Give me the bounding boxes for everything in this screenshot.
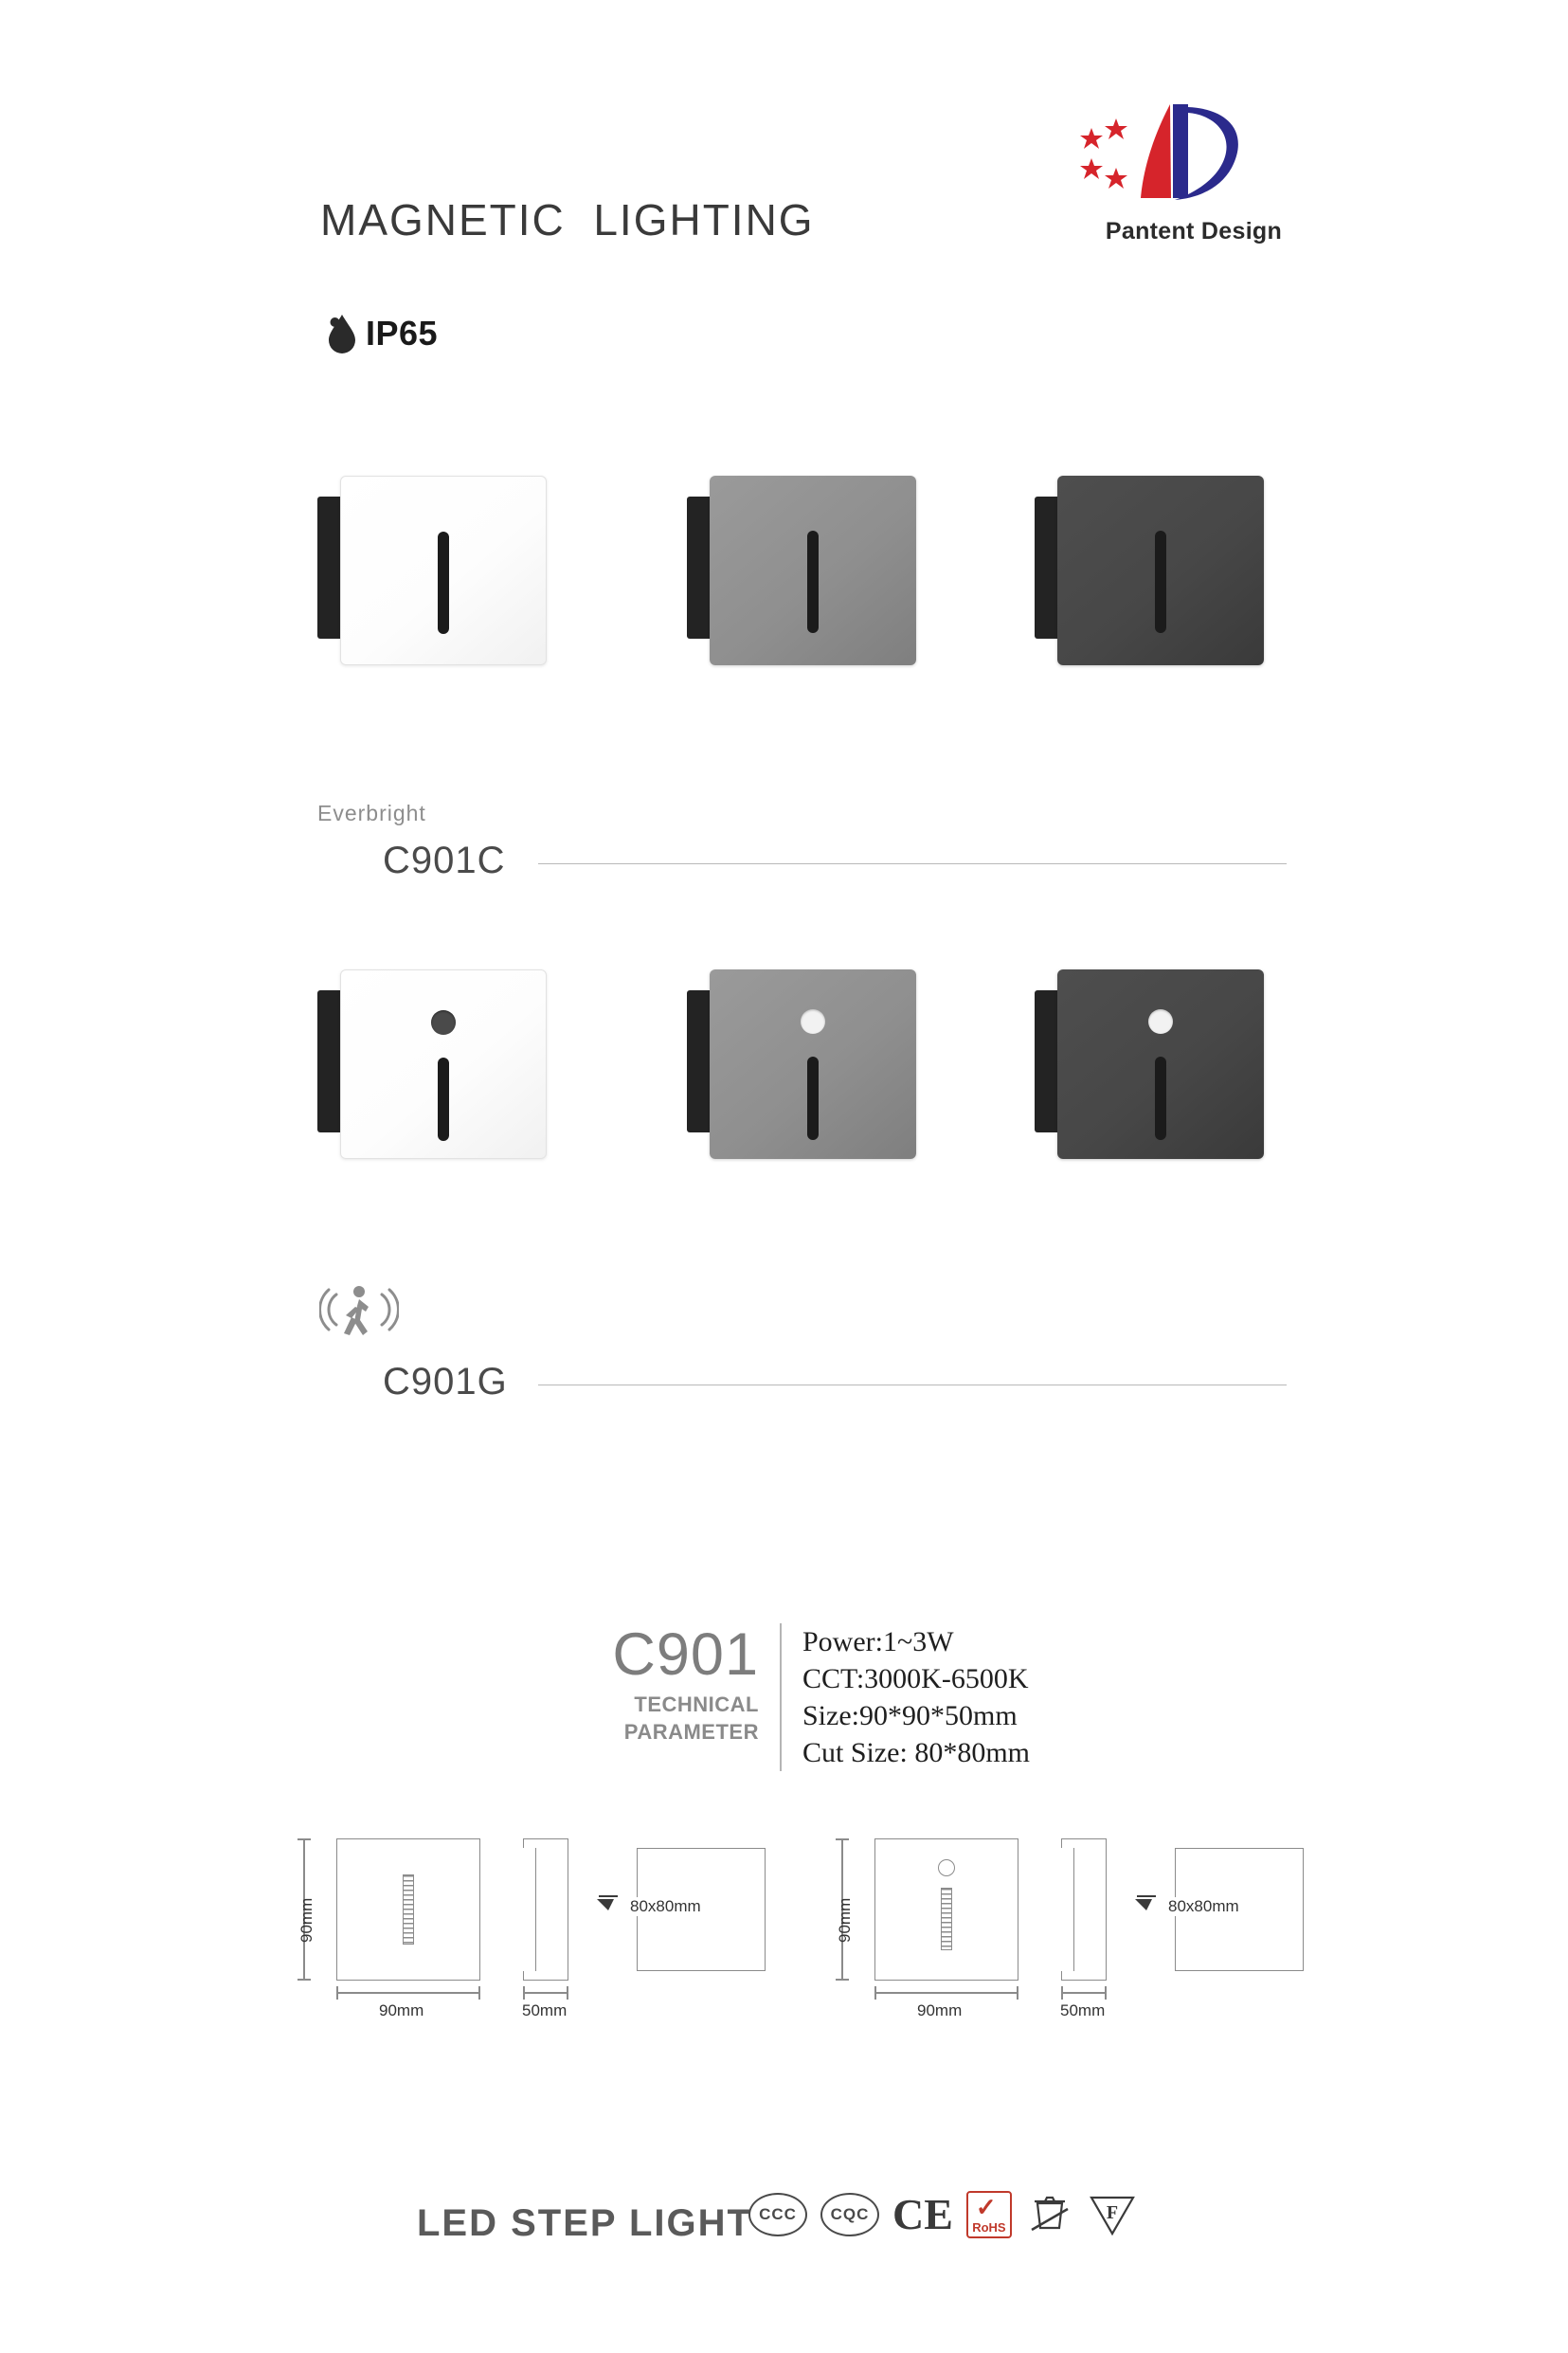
cqc-cert-icon: [820, 2193, 879, 2236]
dim-tick: [874, 1986, 876, 2000]
dim-tick: [1061, 1986, 1063, 2000]
dim-label-width: 90mm: [379, 2001, 424, 2019]
weee-cert-icon: [1025, 2191, 1074, 2238]
logo-mark-icon: [1080, 100, 1270, 213]
rohs-cert-label: RoHS: [972, 2219, 1006, 2235]
dim-tick: [836, 1838, 849, 1840]
face-plate: [340, 476, 547, 665]
dim-line-horizontal: [336, 1992, 480, 1994]
technical-parameter-block: [580, 1623, 1030, 1771]
dim-label-height: 90mm: [297, 1897, 315, 1943]
dim-tick: [297, 1838, 311, 1840]
dim-label-depth: 50mm: [1060, 2001, 1106, 2019]
cutout-size-label: 80x80mm: [1165, 1897, 1242, 1916]
spec-power: Power:1~3W: [802, 1626, 954, 1657]
model-label-c901c: C901C: [383, 840, 506, 881]
technical-subtitle-line1: TECHNICAL: [634, 1692, 759, 1717]
ccc-cert-label: CCC: [748, 2193, 807, 2236]
svg-text:F: F: [1106, 2201, 1119, 2223]
c901c-drawing-group: [284, 1838, 777, 2019]
technical-parameter-left: [580, 1623, 782, 1771]
light-slot: [438, 1058, 449, 1141]
dim-tick: [336, 1986, 338, 2000]
dim-tick: [1017, 1986, 1018, 2000]
logo-caption: Pantent Design: [1105, 218, 1283, 244]
light-slot: [807, 531, 819, 633]
water-drop-icon: [326, 313, 358, 354]
f-mark-icon: [1088, 2191, 1137, 2238]
face-plate: [1057, 969, 1264, 1159]
light-slot: [1155, 1057, 1166, 1140]
ce-cert-icon: [892, 2189, 953, 2239]
ip-rating-block: [326, 313, 438, 354]
front-view-slot: [403, 1874, 414, 1945]
dim-tick: [523, 1986, 525, 2000]
page-title: MAGNETIC LIGHTING: [320, 195, 815, 244]
dim-label-depth: 50mm: [522, 2001, 568, 2019]
face-plate: [710, 969, 916, 1159]
series-note-c901c: Everbright: [317, 801, 426, 825]
face-plate: [1057, 476, 1264, 665]
technical-subtitle: [580, 1692, 759, 1746]
rohs-cert-icon: [966, 2191, 1012, 2238]
front-view-sensor: [938, 1859, 955, 1876]
dim-line-horizontal: [523, 1992, 568, 1994]
ce-cert-label: CE: [892, 2190, 953, 2238]
dim-label-height: 90mm: [836, 1897, 854, 1943]
cqc-cert-label: CQC: [820, 2193, 879, 2236]
dim-tick: [1105, 1986, 1107, 2000]
spec-cut-size: Cut Size: 80*80mm: [802, 1737, 1030, 1768]
motion-sensor-dot: [1148, 1009, 1173, 1034]
dim-line-horizontal: [1061, 1992, 1107, 1994]
light-slot: [1155, 531, 1166, 633]
footer-title: LED STEP LIGHT: [417, 2202, 752, 2244]
light-slot: [807, 1057, 819, 1140]
cutout-size-label: 80x80mm: [627, 1897, 704, 1916]
face-plate: [710, 476, 916, 665]
technical-subtitle-line2: PARAMETER: [623, 1719, 759, 1744]
dim-line-horizontal: [874, 1992, 1018, 1994]
front-view-slot: [941, 1888, 952, 1950]
cutout-arrow-icon: [597, 1895, 625, 1921]
dim-tick: [297, 1979, 311, 1981]
side-view-flange: [523, 1848, 536, 1971]
technical-code: C901: [612, 1621, 759, 1688]
certification-row: [748, 2189, 1137, 2239]
brand-logo: [1080, 100, 1298, 280]
rohs-check-icon: ✓: [975, 2192, 997, 2221]
dim-tick: [567, 1986, 568, 2000]
ip-rating-label: IP65: [366, 314, 439, 353]
side-view-flange: [1061, 1848, 1074, 1971]
dim-label-width: 90mm: [917, 2001, 963, 2019]
face-plate: [340, 969, 547, 1159]
motion-sensor-dot: [801, 1009, 825, 1034]
motion-sensor-icon: [319, 1281, 399, 1343]
dim-tick: [836, 1979, 849, 1981]
dim-tick: [478, 1986, 480, 2000]
model-label-c901g: C901G: [383, 1361, 508, 1403]
model-rule: [538, 863, 1287, 864]
ccc-cert-icon: [748, 2193, 807, 2236]
spec-cct: CCT:3000K-6500K: [802, 1663, 1029, 1694]
technical-specs: [782, 1623, 1030, 1771]
light-slot: [438, 532, 449, 634]
motion-sensor-dot: [431, 1010, 456, 1035]
cutout-arrow-icon: [1135, 1895, 1163, 1921]
c901g-drawing-group: [822, 1838, 1315, 2019]
spec-size: Size:90*90*50mm: [802, 1700, 1018, 1731]
